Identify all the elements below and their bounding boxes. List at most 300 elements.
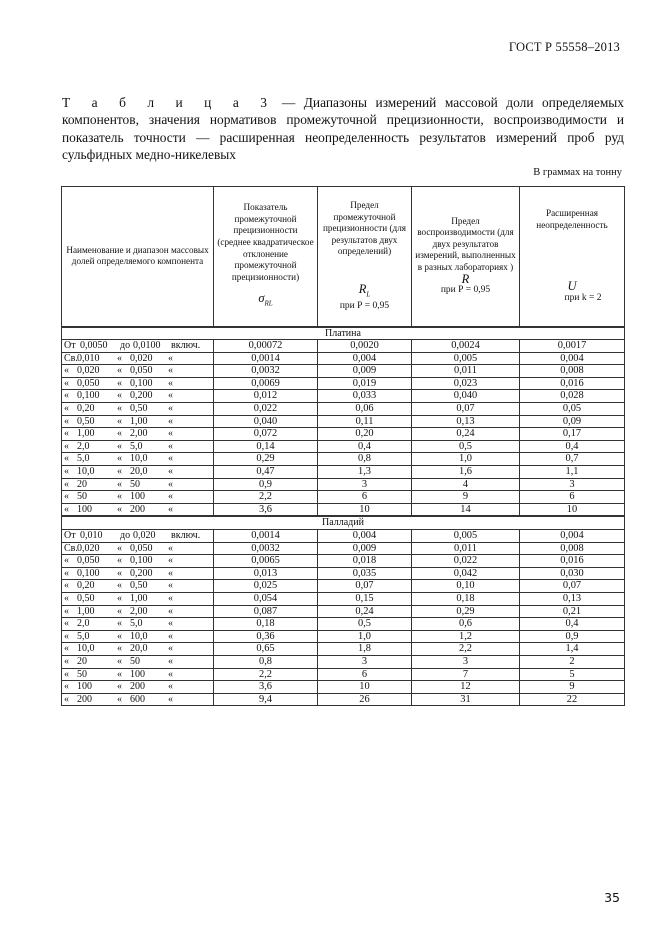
u-value: 0,9 (520, 630, 625, 643)
r-value: 4 (412, 478, 520, 491)
rl-value: 0,8 (318, 453, 412, 466)
section-title: Палладий (62, 516, 625, 529)
range-part: 0,050 (77, 555, 100, 567)
sigma-value: 0,47 (214, 466, 318, 479)
range-part: « (168, 605, 173, 617)
range-cell (62, 655, 214, 668)
u-value: 9 (520, 681, 625, 694)
range-part: « (117, 592, 122, 604)
rl-value: 0,15 (318, 592, 412, 605)
range-part: 5,0 (77, 630, 90, 642)
range-part: 2,00 (130, 605, 148, 617)
r-value: 0,022 (412, 555, 520, 568)
range-part: 50 (130, 655, 140, 667)
range-part: « (64, 643, 69, 655)
range-part: « (64, 453, 69, 465)
range-part: 0,100 (130, 555, 153, 567)
table-row (62, 453, 625, 466)
range-part: 0,50 (77, 415, 95, 427)
range-part: 0,020 (77, 542, 100, 554)
range-part: 10,0 (130, 453, 148, 465)
range-part: « (117, 403, 122, 415)
range-part: « (117, 655, 122, 667)
rl-value: 1,8 (318, 643, 412, 656)
range-part: « (64, 668, 69, 680)
range-part: 0,020 (77, 365, 100, 377)
sigma-value: 0,18 (214, 618, 318, 631)
r-value: 1,2 (412, 630, 520, 643)
table-row (62, 491, 625, 504)
range-part: 2,00 (130, 428, 148, 440)
range-part: 10,0 (77, 466, 95, 478)
range-part: « (64, 365, 69, 377)
range-part: « (168, 390, 173, 402)
rl-value: 6 (318, 668, 412, 681)
range-cell (62, 428, 214, 441)
range-part: « (64, 440, 69, 452)
sigma-symbol: $\sigma_{RL}$ (258, 291, 273, 308)
range-part: « (117, 466, 122, 478)
range-part: 1,00 (130, 415, 148, 427)
rl-value: 10 (318, 681, 412, 694)
range-part: 200 (77, 693, 92, 705)
range-part: « (168, 655, 173, 667)
rl-value: 0,009 (318, 365, 412, 378)
rl-value: 0,07 (318, 580, 412, 593)
r-value: 7 (412, 668, 520, 681)
range-part: « (168, 693, 173, 705)
range-part: 0,200 (130, 390, 153, 402)
range-part: « (168, 491, 173, 503)
u-value: 0,09 (520, 415, 625, 428)
header-label: Предел воспроизводимости (для двух результатов измерений, выполненных в разных лабораториях ) (415, 215, 516, 273)
u-symbol: U (567, 279, 577, 294)
u-value: 3 (520, 478, 625, 491)
rl-value: 0,033 (318, 390, 412, 403)
range-part: « (117, 542, 122, 554)
range-part: 100 (77, 681, 92, 693)
section-row (62, 516, 625, 529)
u-value: 6 (520, 491, 625, 504)
r-value: 0,18 (412, 592, 520, 605)
table-row (62, 681, 625, 694)
range-part: 20 (77, 478, 87, 490)
sigma-value: 0,013 (214, 567, 318, 580)
table-row (62, 340, 625, 353)
table-row (62, 466, 625, 479)
range-part: « (117, 668, 122, 680)
u-value: 0,016 (520, 555, 625, 568)
range-part: 0,20 (77, 403, 95, 415)
r-value: 3 (412, 655, 520, 668)
table-row (62, 352, 625, 365)
table-row (62, 580, 625, 593)
table-label: Т а б л и ц а 3 (62, 95, 274, 110)
table-row (62, 605, 625, 618)
table-row (62, 592, 625, 605)
precision-table (61, 186, 625, 706)
range-cell (62, 340, 214, 353)
header-sigma (214, 187, 318, 327)
r-value: 0,005 (412, 352, 520, 365)
table-row (62, 655, 625, 668)
range-cell (62, 365, 214, 378)
table-row (62, 403, 625, 416)
range-part: до (120, 530, 131, 541)
range-part: 20,0 (130, 466, 148, 478)
range-part: 600 (130, 693, 145, 705)
range-cell (62, 618, 214, 631)
range-part: « (64, 655, 69, 667)
r-value: 0,6 (412, 618, 520, 631)
range-cell (62, 478, 214, 491)
range-part: Св. (64, 352, 78, 364)
range-cell (62, 377, 214, 390)
rl-value: 0,0020 (318, 340, 412, 353)
table-row (62, 377, 625, 390)
rl-value: 0,06 (318, 403, 412, 416)
range-part: « (168, 542, 173, 554)
sigma-value: 2,2 (214, 491, 318, 504)
r-value: 12 (412, 681, 520, 694)
sigma-value: 0,29 (214, 453, 318, 466)
r-value: 0,10 (412, 580, 520, 593)
header-condition: при Р = 0,95 (339, 300, 390, 311)
header-condition: при k = 2 (564, 292, 602, 303)
range-part: 5,0 (130, 440, 143, 452)
range-cell (62, 491, 214, 504)
table-row (62, 365, 625, 378)
table-row (62, 542, 625, 555)
range-part: « (64, 681, 69, 693)
u-value: 0,0017 (520, 340, 625, 353)
sigma-value: 0,9 (214, 478, 318, 491)
u-value: 0,13 (520, 592, 625, 605)
range-cell (62, 555, 214, 568)
range-part: « (168, 630, 173, 642)
range-cell (62, 440, 214, 453)
range-part: 50 (77, 668, 87, 680)
u-value: 5 (520, 668, 625, 681)
u-value: 0,4 (520, 618, 625, 631)
rl-value: 3 (318, 655, 412, 668)
range-part: 0,020 (133, 530, 156, 541)
range-part: « (64, 567, 69, 579)
range-part: 0,100 (130, 377, 153, 389)
r-value: 14 (412, 503, 520, 516)
range-part: 0,100 (77, 567, 100, 579)
sigma-value: 0,022 (214, 403, 318, 416)
rl-value: 3 (318, 478, 412, 491)
range-cell (62, 466, 214, 479)
sigma-value: 0,072 (214, 428, 318, 441)
range-part: « (64, 491, 69, 503)
range-part: 0,50 (130, 580, 148, 592)
range-part: От (64, 340, 76, 352)
sigma-value: 2,2 (214, 668, 318, 681)
range-part: « (64, 377, 69, 389)
range-part: включ. (171, 340, 201, 352)
u-value: 0,016 (520, 377, 625, 390)
section-row (62, 327, 625, 340)
range-part: « (168, 668, 173, 680)
header-label: Предел промежуточной прецизионности (для результатов двух определений) (322, 199, 407, 257)
u-value: 0,4 (520, 440, 625, 453)
rl-value: 0,004 (318, 352, 412, 365)
range-part: 200 (130, 503, 145, 515)
range-part: 20,0 (130, 643, 148, 655)
header-r (412, 187, 520, 327)
range-part: 0,50 (130, 403, 148, 415)
range-cell (62, 390, 214, 403)
range-part: « (117, 503, 122, 515)
range-part: « (117, 453, 122, 465)
u-value: 0,17 (520, 428, 625, 441)
sigma-value: 0,8 (214, 655, 318, 668)
range-part: « (168, 403, 173, 415)
section-title: Платина (62, 327, 625, 340)
r-value: 0,005 (412, 530, 520, 543)
sigma-value: 0,36 (214, 630, 318, 643)
range-part: « (64, 466, 69, 478)
r-value: 0,011 (412, 542, 520, 555)
header-label: Расширенная неопределенность (536, 208, 608, 230)
range-part: « (168, 440, 173, 452)
table-row (62, 428, 625, 441)
sigma-value: 0,00072 (214, 340, 318, 353)
table-caption (62, 94, 624, 163)
range-part: Св. (64, 542, 78, 554)
range-part: « (168, 681, 173, 693)
range-part: 0,050 (130, 542, 153, 554)
sigma-value: 9,4 (214, 693, 318, 706)
range-part: « (117, 365, 122, 377)
sigma-value: 0,0032 (214, 365, 318, 378)
range-part: « (117, 693, 122, 705)
range-cell (62, 630, 214, 643)
range-part: 200 (130, 681, 145, 693)
range-part: « (117, 440, 122, 452)
range-part: 1,00 (130, 592, 148, 604)
r-value: 0,5 (412, 440, 520, 453)
header-label: Наименование и диапазон массовых долей определяемого компонента (66, 244, 209, 267)
table-row (62, 618, 625, 631)
r-value: 2,2 (412, 643, 520, 656)
range-part: « (64, 555, 69, 567)
table-row (62, 555, 625, 568)
range-cell (62, 415, 214, 428)
r-value: 0,040 (412, 390, 520, 403)
range-part: 100 (130, 491, 145, 503)
rl-value: 0,019 (318, 377, 412, 390)
range-part: От (64, 530, 76, 541)
range-cell (62, 542, 214, 555)
range-part: « (117, 643, 122, 655)
r-value: 0,042 (412, 567, 520, 580)
range-cell (62, 403, 214, 416)
u-value: 10 (520, 503, 625, 516)
header-component-range (62, 187, 214, 327)
range-cell (62, 605, 214, 618)
u-value: 0,07 (520, 580, 625, 593)
unit-note: В граммах на тонну (533, 167, 622, 178)
r-value: 0,011 (412, 365, 520, 378)
rl-value: 1,3 (318, 466, 412, 479)
table-row (62, 415, 625, 428)
header-label: Показатель промежуточной прецизионности (среднее квадратическое отклонение промежуточной прецизионности) (217, 202, 314, 282)
range-part: « (168, 453, 173, 465)
range-part: 5,0 (77, 453, 90, 465)
range-cell (62, 681, 214, 694)
table-row (62, 478, 625, 491)
rl-value: 0,24 (318, 605, 412, 618)
range-part: « (117, 605, 122, 617)
range-part: 1,00 (77, 428, 95, 440)
range-part: « (117, 555, 122, 567)
range-part: « (168, 352, 173, 364)
table-row (62, 567, 625, 580)
document-code: ГОСТ Р 55558–2013 (508, 40, 620, 54)
range-part: « (168, 618, 173, 630)
u-value: 1,1 (520, 466, 625, 479)
table-row (62, 503, 625, 516)
range-part: 50 (77, 491, 87, 503)
table-row (62, 630, 625, 643)
range-part: 10,0 (77, 643, 95, 655)
range-part: 2,0 (77, 618, 90, 630)
range-part: 0,50 (77, 592, 95, 604)
range-part: 50 (130, 478, 140, 490)
range-part: « (64, 390, 69, 402)
range-part: « (64, 592, 69, 604)
range-part: 20 (77, 655, 87, 667)
range-part: « (64, 428, 69, 440)
range-part: 0,050 (77, 377, 100, 389)
range-part: « (117, 478, 122, 490)
rl-value: 0,004 (318, 530, 412, 543)
r-value: 0,023 (412, 377, 520, 390)
sigma-value: 0,025 (214, 580, 318, 593)
r-value: 0,29 (412, 605, 520, 618)
header-condition: при Р = 0,95 (440, 285, 491, 296)
table-row (62, 668, 625, 681)
range-part: 0,200 (130, 567, 153, 579)
sigma-value: 0,0014 (214, 530, 318, 543)
range-part: « (64, 580, 69, 592)
range-part: 5,0 (130, 618, 143, 630)
table-row (62, 643, 625, 656)
header-rl (318, 187, 412, 327)
range-part: « (64, 618, 69, 630)
range-cell (62, 503, 214, 516)
u-value: 0,004 (520, 352, 625, 365)
r-value: 31 (412, 693, 520, 706)
sigma-value: 3,6 (214, 503, 318, 516)
table-row (62, 693, 625, 706)
range-part: « (117, 352, 122, 364)
range-part: « (117, 618, 122, 630)
range-cell (62, 693, 214, 706)
range-part: « (64, 693, 69, 705)
range-part: « (168, 377, 173, 389)
range-part: 0,020 (130, 352, 153, 364)
range-cell (62, 453, 214, 466)
range-part: « (117, 390, 122, 402)
u-value: 0,7 (520, 453, 625, 466)
u-value: 0,030 (520, 567, 625, 580)
sigma-value: 3,6 (214, 681, 318, 694)
u-value: 0,008 (520, 542, 625, 555)
rl-value: 0,20 (318, 428, 412, 441)
header-u (520, 187, 625, 327)
range-part: 0,050 (130, 365, 153, 377)
table-row (62, 440, 625, 453)
range-part: 0,010 (80, 530, 103, 541)
range-cell (62, 580, 214, 593)
rl-value: 0,009 (318, 542, 412, 555)
range-part: « (168, 580, 173, 592)
rl-value: 0,035 (318, 567, 412, 580)
range-part: « (117, 491, 122, 503)
range-part: 2,0 (77, 440, 90, 452)
range-cell (62, 352, 214, 365)
u-value: 22 (520, 693, 625, 706)
sigma-value: 0,087 (214, 605, 318, 618)
table-header-row (62, 187, 625, 327)
r-value: 0,07 (412, 403, 520, 416)
sigma-value: 0,040 (214, 415, 318, 428)
range-cell (62, 592, 214, 605)
sigma-value: 0,0014 (214, 352, 318, 365)
rl-value: 0,018 (318, 555, 412, 568)
range-part: 0,0050 (80, 340, 108, 352)
range-part: до (120, 340, 131, 352)
range-part: « (168, 415, 173, 427)
range-part: включ. (171, 530, 201, 541)
table-row (62, 530, 625, 543)
table-row (62, 390, 625, 403)
range-part: « (117, 567, 122, 579)
r-value: 0,24 (412, 428, 520, 441)
range-part: « (64, 403, 69, 415)
sigma-value: 0,0069 (214, 377, 318, 390)
sigma-value: 0,054 (214, 592, 318, 605)
sigma-value: 0,012 (214, 390, 318, 403)
range-part: « (117, 415, 122, 427)
range-part: « (168, 567, 173, 579)
u-value: 0,028 (520, 390, 625, 403)
range-part: « (64, 503, 69, 515)
range-part: « (168, 365, 173, 377)
sigma-value: 0,0032 (214, 542, 318, 555)
u-value: 2 (520, 655, 625, 668)
rl-value: 1,0 (318, 630, 412, 643)
rl-value: 10 (318, 503, 412, 516)
range-part: « (168, 503, 173, 515)
range-part: « (64, 478, 69, 490)
range-part: « (64, 605, 69, 617)
range-part: « (117, 377, 122, 389)
range-cell (62, 530, 214, 543)
r-value: 1,6 (412, 466, 520, 479)
rl-value: 0,4 (318, 440, 412, 453)
page-number: 35 (604, 890, 620, 905)
range-part: 100 (77, 503, 92, 515)
range-cell (62, 668, 214, 681)
range-part: 0,0100 (133, 340, 161, 352)
r-value: 0,13 (412, 415, 520, 428)
range-part: « (117, 681, 122, 693)
